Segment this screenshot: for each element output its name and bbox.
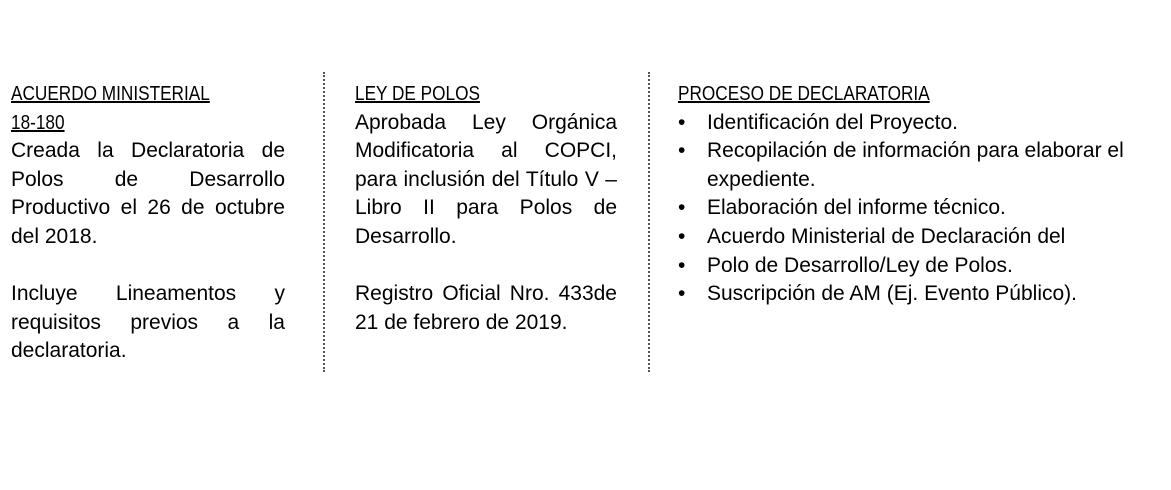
column-divider-1 [323, 72, 325, 372]
bullet-icon: • [678, 224, 686, 248]
bullet-icon: • [678, 196, 686, 220]
acuerdo-heading-line1: ACUERDO MINISTERIAL [11, 83, 210, 105]
spacer [11, 252, 285, 281]
list-item [678, 252, 1168, 281]
spacer [355, 252, 617, 281]
ley-paragraph-1: Aprobada Ley Orgánica Modificatoria al COPCI, para inclusión del Título V – Libro II para Polos de Desarrollo. [355, 110, 617, 248]
list-item-label: Recopilación de información para elaborar el expediente. [707, 139, 1136, 191]
proceso-heading: PROCESO DE DECLARATORIA [678, 83, 930, 105]
list-item [678, 137, 1168, 194]
list-item [678, 280, 1168, 309]
list-item-label: Acuerdo Ministerial de Declaración del [707, 224, 1066, 248]
bullet-icon: • [678, 282, 686, 306]
proceso-list [678, 109, 1168, 309]
column-ley-de-polos [355, 80, 617, 337]
list-item-label: Identificación del Proyecto. [707, 110, 958, 134]
bullet-icon: • [678, 253, 686, 277]
list-item [678, 194, 1168, 223]
bullet-icon: • [678, 139, 686, 163]
list-item-label: Polo de Desarrollo/Ley de Polos. [707, 253, 1013, 277]
list-item [678, 109, 1168, 138]
column-acuerdo-ministerial [11, 80, 285, 366]
list-item-label: Suscripción de AM (Ej. Evento Público). [707, 282, 1078, 306]
column-proceso-declaratoria [678, 80, 1168, 309]
list-item [678, 223, 1168, 252]
acuerdo-paragraph-2: Incluye Lineamentos y requisitos previos a la declaratoria. [11, 282, 285, 363]
acuerdo-paragraph-1: Creada la Declaratoria de Polos de Desarrollo Productivo el 26 de octubre del 2018. [11, 139, 285, 248]
ley-heading: LEY DE POLOS [355, 83, 480, 105]
acuerdo-heading-line2: 18-180 [11, 111, 65, 134]
column-divider-2 [648, 72, 650, 372]
list-item-label: Elaboración del informe técnico. [707, 196, 1006, 220]
ley-paragraph-2: Registro Oficial Nro. 433de 21 de febrero de 2019. [355, 282, 617, 334]
bullet-icon: • [678, 110, 686, 134]
